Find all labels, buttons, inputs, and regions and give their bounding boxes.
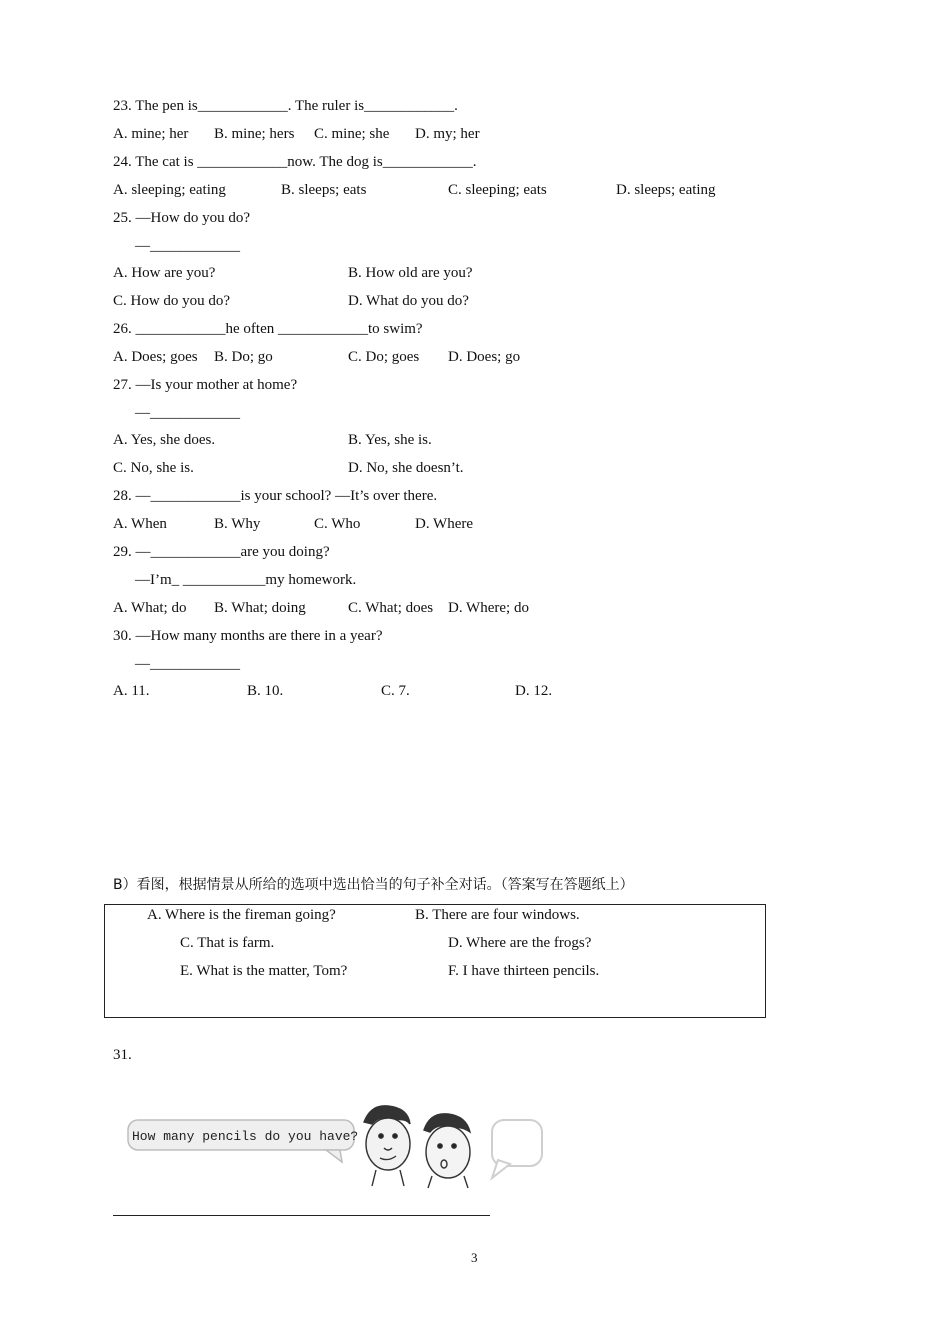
q26-stem: 26. ____________he often ____________to swim? xyxy=(113,321,423,337)
bubble-question-text: How many pencils do you have? xyxy=(132,1129,359,1144)
boy-right-figure xyxy=(424,1114,470,1188)
q25-option-b: B. How old are you? xyxy=(348,265,473,281)
q30-option-b: B. 10. xyxy=(247,683,284,699)
q30-stem: 30. —How many months are there in a year? xyxy=(113,628,383,644)
q31-illustration xyxy=(126,1100,546,1190)
q27-option-c: C. No, she is. xyxy=(113,460,194,476)
q29-option-d: D. Where; do xyxy=(448,600,529,616)
box-option-b: B. There are four windows. xyxy=(415,907,580,923)
q30-option-a: A. 11. xyxy=(113,683,150,699)
section-b-instruction: B）看图，根据情景从所给的选项中选出恰当的句子补全对话。（答案写在答题纸上） xyxy=(113,877,634,893)
q24-option-a: A. sleeping; eating xyxy=(113,182,226,198)
q23-option-c: C. mine; she xyxy=(314,126,390,142)
q23-option-a: A. mine; her xyxy=(113,126,189,142)
q27-reply-blank: —____________ xyxy=(135,405,240,421)
page-number: 3 xyxy=(471,1250,478,1265)
q28-option-d: D. Where xyxy=(415,516,474,532)
q24-option-c: C. sleeping; eats xyxy=(448,182,547,198)
box-option-f: F. I have thirteen pencils. xyxy=(448,963,600,979)
q28-option-c: C. Who xyxy=(314,516,361,532)
box-option-e: E. What is the matter, Tom? xyxy=(180,963,348,979)
speech-bubble-left xyxy=(128,1120,358,1162)
q26-option-a: A. Does; goes xyxy=(113,349,198,365)
q29-reply: —I’m_ ___________my homework. xyxy=(135,572,357,588)
q23-stem: 23. The pen is____________. The ruler is____________. xyxy=(113,98,458,114)
q29-option-c: C. What; does xyxy=(348,600,434,616)
q28-option-b: B. Why xyxy=(214,516,261,532)
q23-option-b: B. mine; hers xyxy=(214,126,295,142)
q30-reply-blank: —____________ xyxy=(135,656,240,672)
q29-option-b: B. What; doing xyxy=(214,600,306,616)
q27-stem: 27. —Is your mother at home? xyxy=(113,377,298,393)
q29-option-a: A. What; do xyxy=(113,600,187,616)
q25-stem: 25. —How do you do? xyxy=(113,210,251,226)
q28-stem: 28. —____________is your school? —It’s over there. xyxy=(113,488,438,504)
q25-option-d: D. What do you do? xyxy=(348,293,469,309)
q26-option-d: D. Does; go xyxy=(448,349,521,365)
q27-option-d: D. No, she doesn’t. xyxy=(348,460,464,476)
q24-stem: 24. The cat is ____________now. The dog is____________. xyxy=(113,154,477,170)
q30-option-d: D. 12. xyxy=(515,683,553,699)
q25-option-c: C. How do you do? xyxy=(113,293,231,309)
box-option-c: C. That is farm. xyxy=(180,935,275,951)
q24-option-b: B. sleeps; eats xyxy=(281,182,367,198)
q27-option-b: B. Yes, she is. xyxy=(348,432,432,448)
speech-bubble-empty xyxy=(492,1120,542,1178)
q28-option-a: A. When xyxy=(113,516,167,532)
q26-option-c: C. Do; goes xyxy=(348,349,420,365)
box-option-a: A. Where is the fireman going? xyxy=(147,907,336,923)
q24-option-d: D. sleeps; eating xyxy=(616,182,716,198)
q26-option-b: B. Do; go xyxy=(214,349,273,365)
q31-number: 31. xyxy=(113,1047,132,1063)
q31-answer-line xyxy=(113,1215,490,1216)
q29-stem: 29. —____________are you doing? xyxy=(113,544,330,560)
q27-option-a: A. Yes, she does. xyxy=(113,432,216,448)
q25-reply-blank: —____________ xyxy=(135,238,240,254)
q25-option-a: A. How are you? xyxy=(113,265,216,281)
q30-option-c: C. 7. xyxy=(381,683,410,699)
box-option-d: D. Where are the frogs? xyxy=(448,935,592,951)
q23-option-d: D. my; her xyxy=(415,126,480,142)
boy-left-figure xyxy=(364,1106,410,1186)
